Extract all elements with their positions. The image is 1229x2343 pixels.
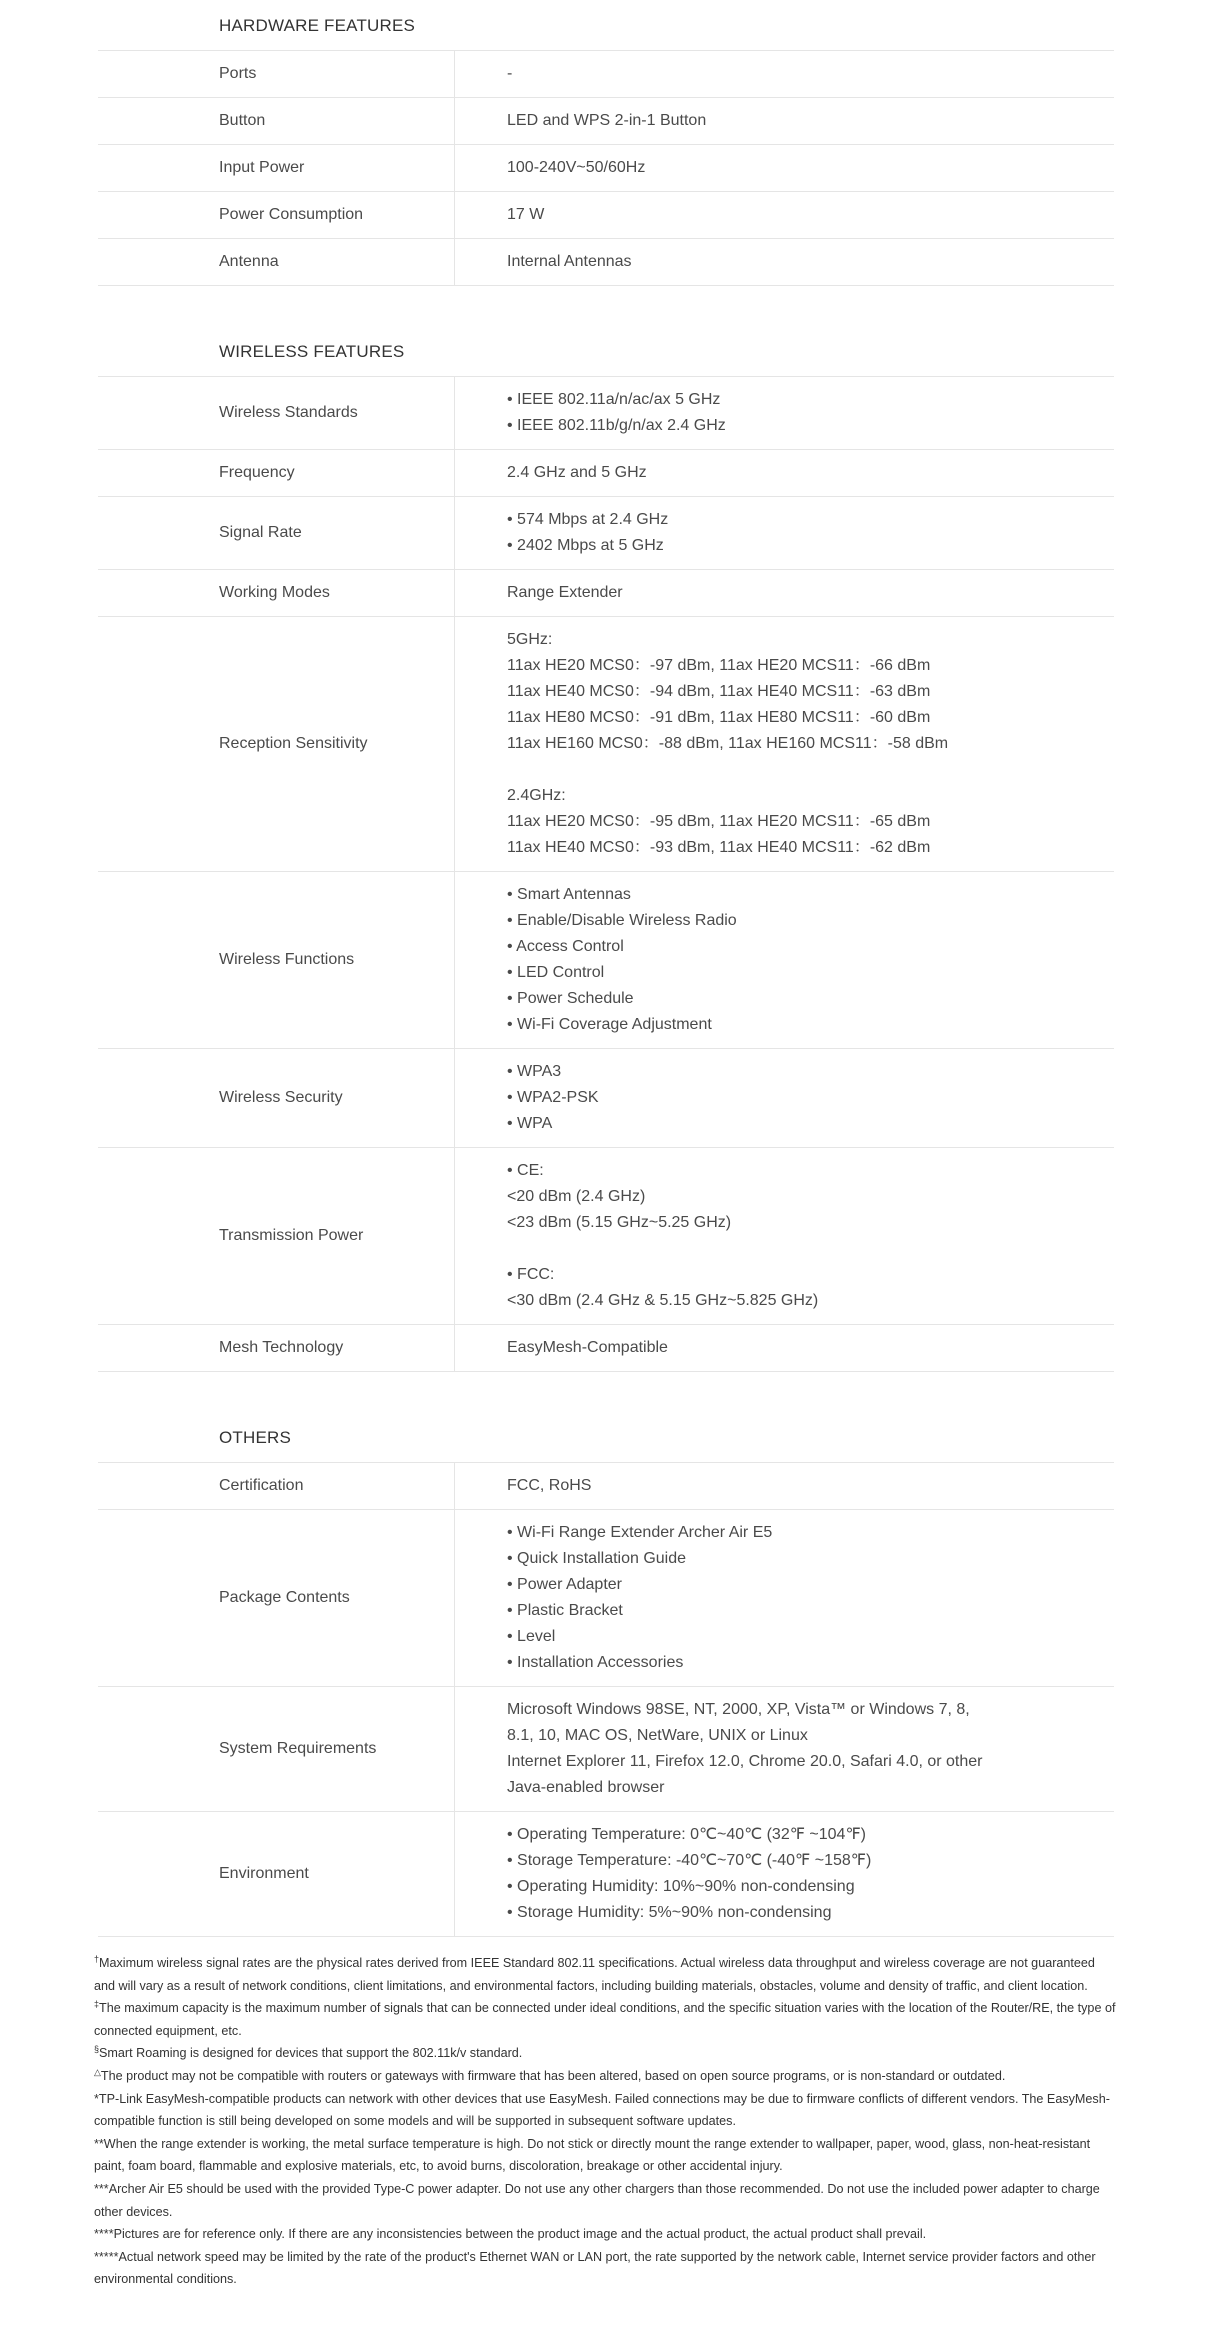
footnote	[94, 1997, 1119, 2042]
spec-row	[98, 1510, 1114, 1687]
spec-value	[455, 497, 1115, 570]
footnote	[94, 2088, 1119, 2133]
spec-value-line: • LED Control	[507, 964, 605, 981]
spec-value-line: Range Extender	[507, 584, 623, 601]
footnote-mark: △	[94, 2066, 101, 2077]
footnote-text: The product may not be compatible with routers or gateways with firmware that has been altered, based on open source programs, or is non-standard or outdated.	[100, 2068, 1006, 2083]
section-wireless	[98, 328, 1114, 1372]
spec-label: Wireless Functions	[98, 872, 455, 1049]
spec-value-line: 11ax HE20 MCS0：-97 dBm, 11ax HE20 MCS11：-66 dBm	[507, 657, 931, 674]
footnote-mark: †	[94, 1953, 100, 1964]
spec-value-line: • WPA3	[507, 1063, 562, 1080]
spec-table	[98, 50, 1114, 286]
spec-value-line: • 2402 Mbps at 5 GHz	[507, 537, 664, 554]
spec-row	[98, 617, 1114, 872]
footnote-text: The maximum capacity is the maximum number of signals that can be connected under ideal conditions, and the specific situation varies with the location of the Router/RE, the type of connected equipment, etc.	[94, 2001, 1116, 2038]
spec-value	[455, 1812, 1115, 1937]
spec-label: System Requirements	[98, 1687, 455, 1812]
spec-value	[455, 145, 1115, 192]
spec-row	[98, 1148, 1114, 1325]
spec-value-line: • Operating Humidity: 10%~90% non-condensing	[507, 1878, 855, 1895]
footnote-text: **When the range extender is working, the metal surface temperature is high. Do not stick or directly mount the range extender to wallpaper, paper, wood, glass, non-heat-resistant paint, foam board, flammable and explosive materials, etc, to avoid burns, discoloration, breakage or other accidental injury.	[94, 2136, 1091, 2174]
spec-value-line: 2.4 GHz and 5 GHz	[507, 464, 647, 481]
spec-value	[455, 1148, 1115, 1325]
spec-value	[455, 617, 1115, 872]
spec-value-line: 11ax HE40 MCS0：-94 dBm, 11ax HE40 MCS11：-63 dBm	[507, 683, 931, 700]
spec-label: Signal Rate	[98, 497, 455, 570]
spec-value-line: 11ax HE80 MCS0：-91 dBm, 11ax HE80 MCS11：-60 dBm	[507, 709, 931, 726]
section-title: HARDWARE FEATURES	[219, 16, 416, 35]
spec-value-line: 11ax HE160 MCS0：-88 dBm, 11ax HE160 MCS11：-58 dBm	[507, 735, 949, 752]
spec-row	[98, 1325, 1114, 1372]
spec-value-line: • Quick Installation Guide	[507, 1550, 687, 1567]
spec-row	[98, 192, 1114, 239]
spec-value-line: • Installation Accessories	[507, 1654, 684, 1671]
spec-row	[98, 1687, 1114, 1812]
footnote-text: ****Pictures are for reference only. If there are any inconsistencies between the product image and the actual product, the actual product shall prevail.	[94, 2227, 927, 2242]
spec-label: Working Modes	[98, 570, 455, 617]
spec-value	[455, 1049, 1115, 1148]
spec-value	[455, 239, 1115, 286]
spec-value-line: • IEEE 802.11a/n/ac/ax 5 GHz	[507, 391, 721, 408]
footnotes	[94, 1952, 1119, 2291]
spec-value-line: LED and WPS 2-in-1 Button	[507, 112, 707, 129]
spec-value	[455, 570, 1115, 617]
spec-label: Button	[98, 98, 455, 145]
spec-row	[98, 51, 1114, 98]
spec-value	[455, 1325, 1115, 1372]
spec-value-line	[507, 757, 1114, 783]
section-title: WIRELESS FEATURES	[219, 342, 405, 361]
spec-value-line: • Storage Temperature: -40℃~70℃ (-40℉ ~158℉)	[507, 1852, 872, 1869]
spec-value-line: • Wi-Fi Range Extender Archer Air E5	[507, 1524, 773, 1541]
footnote	[94, 1952, 1119, 1997]
section-title: OTHERS	[219, 1428, 292, 1447]
spec-value-line: • Smart Antennas	[507, 886, 631, 903]
spec-value-line	[507, 1236, 1114, 1262]
footnote-mark: ‡	[94, 1999, 100, 2009]
footnote	[94, 2223, 1119, 2246]
footnote	[94, 2133, 1119, 2178]
footnote	[94, 2042, 1119, 2065]
spec-label: Power Consumption	[98, 192, 455, 239]
footnote-mark: §	[94, 2044, 100, 2055]
footnote-text: *TP-Link EasyMesh-compatible products can network with other devices that use EasyMesh. Failed connections may be due to firmware conflicts of different vendors. The EasyMesh-compatible function is still being developed on some models and will be supported in subsequent software updates.	[94, 2091, 1110, 2129]
spec-value	[455, 450, 1115, 497]
spec-row	[98, 1049, 1114, 1148]
spec-value-line: • 574 Mbps at 2.4 GHz	[507, 511, 669, 528]
spec-value	[455, 377, 1115, 450]
footnote-text: ***Archer Air E5 should be used with the provided Type-C power adapter. Do not use any other chargers than those recommended. Do not use the included power adapter to charge other devices.	[94, 2181, 1100, 2219]
section-hardware	[98, 2, 1114, 286]
spec-label: Antenna	[98, 239, 455, 286]
spec-value-line: <30 dBm (2.4 GHz & 5.15 GHz~5.825 GHz)	[507, 1292, 819, 1309]
spec-value-line: • Enable/Disable Wireless Radio	[507, 912, 737, 929]
spec-row	[98, 450, 1114, 497]
spec-row	[98, 497, 1114, 570]
spec-value	[455, 98, 1115, 145]
spec-value-line: • FCC:	[507, 1266, 555, 1283]
footnote	[94, 2065, 1119, 2088]
spec-table	[98, 376, 1114, 1372]
spec-row	[98, 98, 1114, 145]
spec-value-line: 11ax HE40 MCS0：-93 dBm, 11ax HE40 MCS11：-62 dBm	[507, 839, 931, 856]
spec-value-line: Internal Antennas	[507, 253, 632, 270]
section-others	[98, 1414, 1114, 1937]
spec-value-line: 8.1, 10, MAC OS, NetWare, UNIX or Linux	[507, 1727, 808, 1744]
spec-table	[98, 1462, 1114, 1937]
spec-value	[455, 192, 1115, 239]
spec-value-line: Internet Explorer 11, Firefox 12.0, Chrome 20.0, Safari 4.0, or other	[507, 1753, 983, 1770]
spec-value-line: • Power Schedule	[507, 990, 634, 1007]
spec-label: Certification	[98, 1463, 455, 1510]
spec-value-line: EasyMesh-Compatible	[507, 1339, 668, 1356]
spec-value-line: • Access Control	[507, 938, 624, 955]
footnote-text: Maximum wireless signal rates are the physical rates derived from IEEE Standard 802.11 specifications. Actual wireless data throughput and wireless coverage are not guaranteed and will vary as a result of network conditions, client limitations, and environmental factors, including building materials, obstacles, volume and density of traffic, and client location.	[94, 1956, 1095, 1993]
spec-value-line: • Power Adapter	[507, 1576, 622, 1593]
spec-label: Frequency	[98, 450, 455, 497]
spec-value-line: <20 dBm (2.4 GHz)	[507, 1188, 646, 1205]
spec-row	[98, 1812, 1114, 1937]
spec-value-line: • Storage Humidity: 5%~90% non-condensing	[507, 1904, 832, 1921]
spec-label: Wireless Security	[98, 1049, 455, 1148]
spec-value-line: • WPA	[507, 1115, 553, 1132]
spec-label: Mesh Technology	[98, 1325, 455, 1372]
spec-value-line: • CE:	[507, 1162, 544, 1179]
spec-value	[455, 1463, 1115, 1510]
spec-value-line: 2.4GHz:	[507, 787, 566, 804]
spec-value-line: • Plastic Bracket	[507, 1602, 623, 1619]
spec-row	[98, 239, 1114, 286]
spec-value-line: • Level	[507, 1628, 556, 1645]
spec-value-line: • WPA2-PSK	[507, 1089, 599, 1106]
spec-value-line: 100-240V~50/60Hz	[507, 159, 646, 176]
spec-label: Transmission Power	[98, 1148, 455, 1325]
spec-row	[98, 377, 1114, 450]
footnote	[94, 2246, 1119, 2291]
spec-value	[455, 1687, 1115, 1812]
spec-label: Environment	[98, 1812, 455, 1937]
spec-value-line: Java-enabled browser	[507, 1779, 665, 1796]
spec-row	[98, 872, 1114, 1049]
spec-row	[98, 570, 1114, 617]
footnote	[94, 2178, 1119, 2223]
spec-value	[455, 1510, 1115, 1687]
spec-value-line: 11ax HE20 MCS0：-95 dBm, 11ax HE20 MCS11：-65 dBm	[507, 813, 931, 830]
spec-value-line: 17 W	[507, 206, 545, 223]
spec-label: Package Contents	[98, 1510, 455, 1687]
footnote-text: Smart Roaming is designed for devices that support the 802.11k/v standard.	[99, 2046, 523, 2061]
spec-value-line: • IEEE 802.11b/g/n/ax 2.4 GHz	[507, 417, 726, 434]
spec-row	[98, 145, 1114, 192]
spec-label: Ports	[98, 51, 455, 98]
spec-row	[98, 1463, 1114, 1510]
spec-value	[455, 872, 1115, 1049]
spec-label: Wireless Standards	[98, 377, 455, 450]
spec-value	[455, 51, 1115, 98]
spec-value-line: FCC, RoHS	[507, 1477, 592, 1494]
spec-value-line: -	[507, 65, 513, 82]
spec-label: Input Power	[98, 145, 455, 192]
spec-value-line: Microsoft Windows 98SE, NT, 2000, XP, Vista™ or Windows 7, 8,	[507, 1701, 970, 1718]
spec-value-line: • Wi-Fi Coverage Adjustment	[507, 1016, 712, 1033]
spec-sheet	[98, 0, 1114, 1937]
spec-value-line: <23 dBm (5.15 GHz~5.25 GHz)	[507, 1214, 732, 1231]
spec-value-line: 5GHz:	[507, 631, 553, 648]
spec-value-line: • Operating Temperature: 0℃~40℃ (32℉ ~104℉)	[507, 1826, 866, 1843]
footnote-text: *****Actual network speed may be limited by the rate of the product's Ethernet WAN or LAN port, the rate supported by the network cable, Internet service provider factors and other environmental conditions.	[94, 2249, 1096, 2287]
spec-label: Reception Sensitivity	[98, 617, 455, 872]
